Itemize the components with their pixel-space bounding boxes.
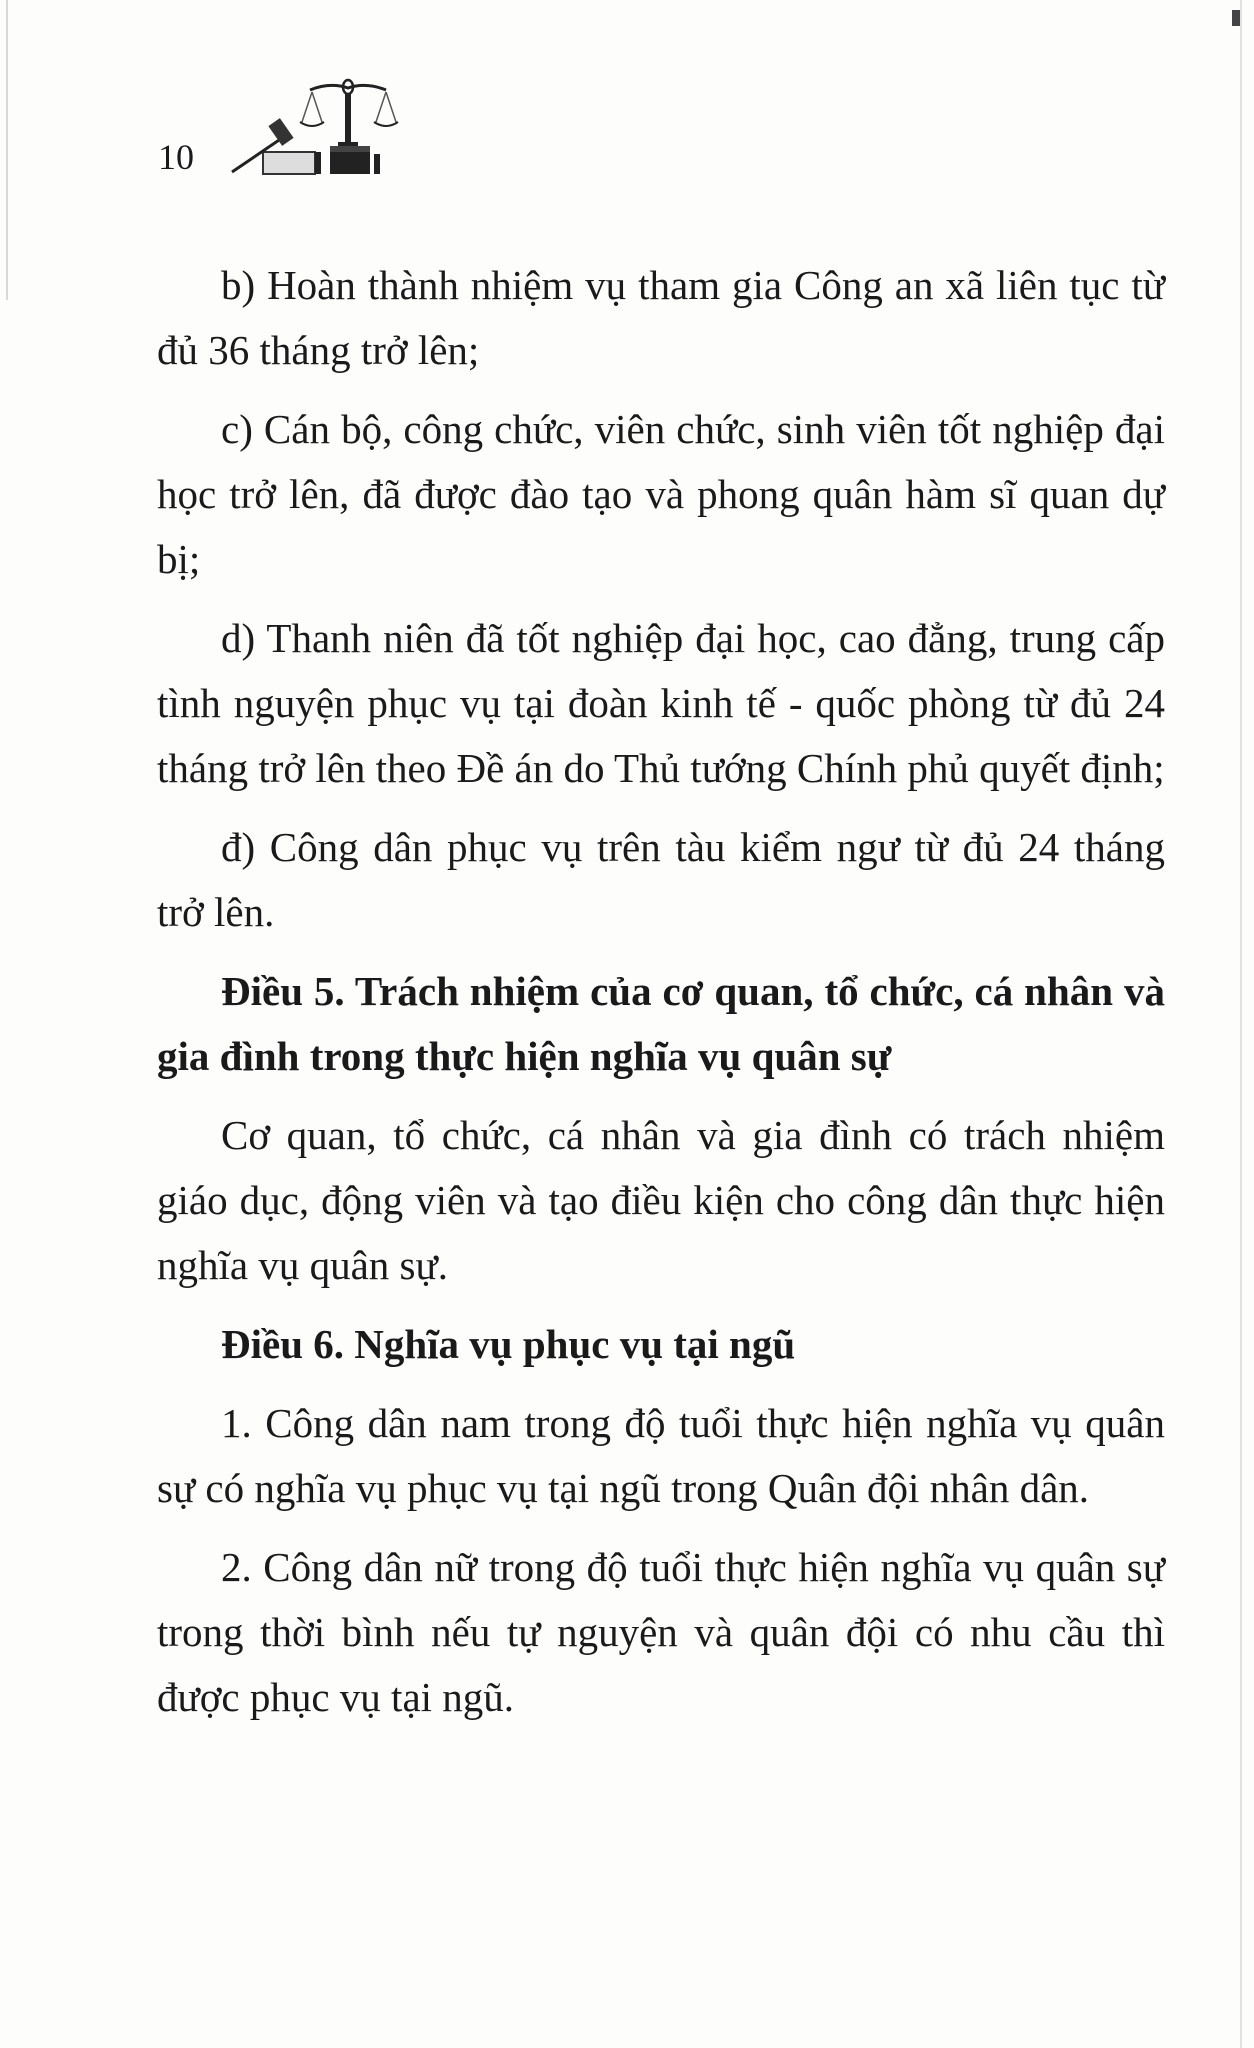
page-edge-right <box>1240 0 1242 2048</box>
paragraph-b: b) Hoàn thành nhiệm vụ tham gia Công an xã liên tục từ đủ 36 tháng trở lên; <box>157 262 1165 373</box>
page-body <box>157 253 1165 1744</box>
article-6-clause-2: 2. Công dân nữ trong độ tuổi thực hiện nghĩa vụ quân sự trong thời bình nếu tự nguyện và quân đội có nhu cầu thì được phục vụ tại ngũ. <box>157 1544 1165 1720</box>
paragraph-c: c) Cán bộ, công chức, viên chức, sinh viên tốt nghiệp đại học trở lên, đã được đào tạo và phong quân hàm sĩ quan dự bị; <box>157 406 1165 582</box>
scan-corner-mark <box>1232 10 1240 26</box>
page-edge-left <box>6 0 8 300</box>
article-5-body: Cơ quan, tổ chức, cá nhân và gia đình có trách nhiệm giáo dục, động viên và tạo điều kiện cho công dân thực hiện nghĩa vụ quân sự. <box>157 1112 1165 1288</box>
article-5-heading: Điều 5. Trách nhiệm của cơ quan, tổ chức, cá nhân và gia đình trong thực hiện nghĩa vụ quân sự <box>157 968 1165 1079</box>
paragraph-dd: đ) Công dân phục vụ trên tàu kiểm ngư từ đủ 24 tháng trở lên. <box>157 824 1165 935</box>
article-6-heading: Điều 6. Nghĩa vụ phục vụ tại ngũ <box>221 1321 796 1367</box>
paragraph-d: d) Thanh niên đã tốt nghiệp đại học, cao đẳng, trung cấp tình nguyện phục vụ tại đoàn kinh tế - quốc phòng từ đủ 24 tháng trở lên theo Đề án do Thủ tướng Chính phủ quyết định; <box>157 615 1165 791</box>
article-6-clause-1: 1. Công dân nam trong độ tuổi thực hiện nghĩa vụ quân sự có nghĩa vụ phục vụ tại ngũ trong Quân đội nhân dân. <box>157 1400 1165 1511</box>
scales-of-justice-gavel-icon <box>230 72 420 182</box>
page-number: 10 <box>158 137 194 177</box>
